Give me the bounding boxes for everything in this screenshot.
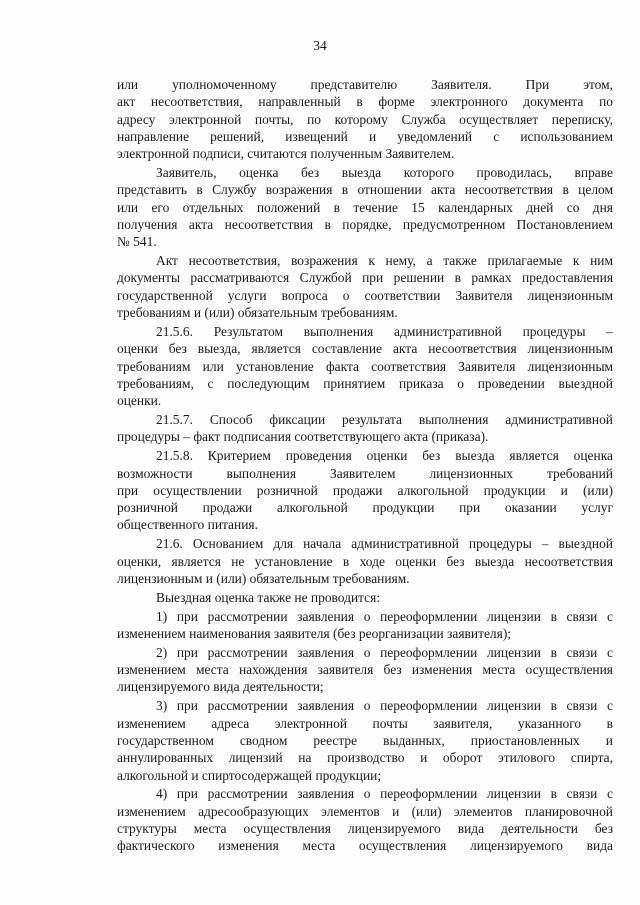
- text-line: Акт несоответствия, возражения к нему, а также прилагаемые к ним: [156, 253, 613, 269]
- text-line: или уполномоченному представителю Заявителя. При этом,: [117, 77, 613, 92]
- text-line: 1) при рассмотрении заявления о переоформлении лицензии в связи с: [156, 608, 613, 624]
- text-line: лицензируемого вида деятельности;: [117, 679, 324, 695]
- text-line: 21.5.8. Критерием проведения оценки без выезда является оценка: [156, 448, 613, 464]
- text-line: Заявитель, оценка без выезда которого проводилась, вправе: [156, 165, 613, 181]
- text-line: алкогольной и спиртосодержащей продукции;: [117, 767, 382, 783]
- text-line: акт несоответствия, направленный в форме электронного документа по: [117, 94, 613, 110]
- text-line: изменением наименования заявителя (без реорганизации заявителя);: [117, 625, 512, 641]
- text-line: оценки.: [117, 393, 162, 409]
- text-line: изменением адреса электронной почты заявителя, указанного в: [117, 715, 613, 731]
- text-line: процедуры – факт подписания соответствующего акта (приказа).: [117, 429, 489, 445]
- text-line: при осуществлении розничной продажи алкогольной продукции и (или): [117, 482, 613, 498]
- text-line: изменением места нахождения заявителя без изменения места осуществления: [117, 662, 613, 678]
- text-line: государственном сводном реестре выданных, приостановленных и: [117, 732, 613, 748]
- text-line: документы рассматриваются Службой при решении в рамках предоставления: [117, 270, 613, 286]
- text-line: представить в Службу возражения в отношении акта несоответствия в целом: [117, 182, 613, 198]
- text-line: структуры места осуществления лицензируемого вида деятельности без: [117, 821, 613, 836]
- text-line: требованиям или установление факта соответствия Заявителя лицензионным: [117, 358, 613, 374]
- text-line: 4) при рассмотрении заявления о переоформлении лицензии в связи с: [156, 786, 613, 802]
- text-line: лицензионным и (или) обязательным требованиям.: [117, 570, 410, 586]
- text-line: оценки, является не установление в ходе оценки без выезда несоответствия: [117, 553, 613, 569]
- text-line: требованиям, с последующим принятием приказа о проведении выездной: [117, 375, 613, 391]
- page-number: 34: [313, 38, 327, 53]
- text-line: государственной услуги вопроса о соответствии Заявителя лицензионным: [117, 287, 613, 303]
- text-line: 2) при рассмотрении заявления о переоформлении лицензии в связи с: [156, 644, 613, 660]
- text-line: возможности выполнения Заявителем лицензионных требований: [117, 465, 613, 481]
- text-line: направление решений, извещений и уведомлений с использованием: [117, 128, 613, 144]
- text-line: получения акта несоответствия в порядке, предусмотренном Постановлением: [117, 216, 613, 232]
- text-line: общественного питания.: [117, 517, 258, 533]
- text-line: аннулированных лицензий на производство и оборот этилового спирта,: [117, 750, 613, 766]
- text-line: или его отдельных положений в течение 15 календарных дней со дня: [117, 199, 613, 215]
- text-line: фактического изменения места осуществления лицензируемого вида: [117, 838, 613, 854]
- body-text: [117, 76, 613, 855]
- text-line: оценки без выезда, является составление акта несоответствия лицензионным: [117, 341, 613, 357]
- text-line: 21.5.6. Результатом выполнения административной процедуры –: [156, 323, 613, 339]
- text-line: требованиям и (или) обязательным требованиям.: [117, 305, 398, 321]
- text-line: 21.6. Основанием для начала административной процедуры – выездной: [156, 536, 613, 552]
- text-line: № 541.: [117, 234, 157, 250]
- text-line: электронной подписи, считаются полученным Заявителем.: [117, 146, 455, 162]
- text-line: 21.5.7. Способ фиксации результата выполнения административной: [156, 412, 613, 428]
- text-line: розничной продажи алкогольной продукции при оказании услуг: [117, 500, 613, 516]
- text-line: Выездная оценка также не проводится:: [156, 589, 381, 605]
- text-line: адресу электронной почты, по которому Служба осуществляет переписку,: [117, 111, 613, 127]
- text-line: изменением адресообразующих элементов и (или) элементов планировочной: [117, 803, 613, 819]
- text-line: 3) при рассмотрении заявления о переоформлении лицензии в связи с: [156, 698, 613, 714]
